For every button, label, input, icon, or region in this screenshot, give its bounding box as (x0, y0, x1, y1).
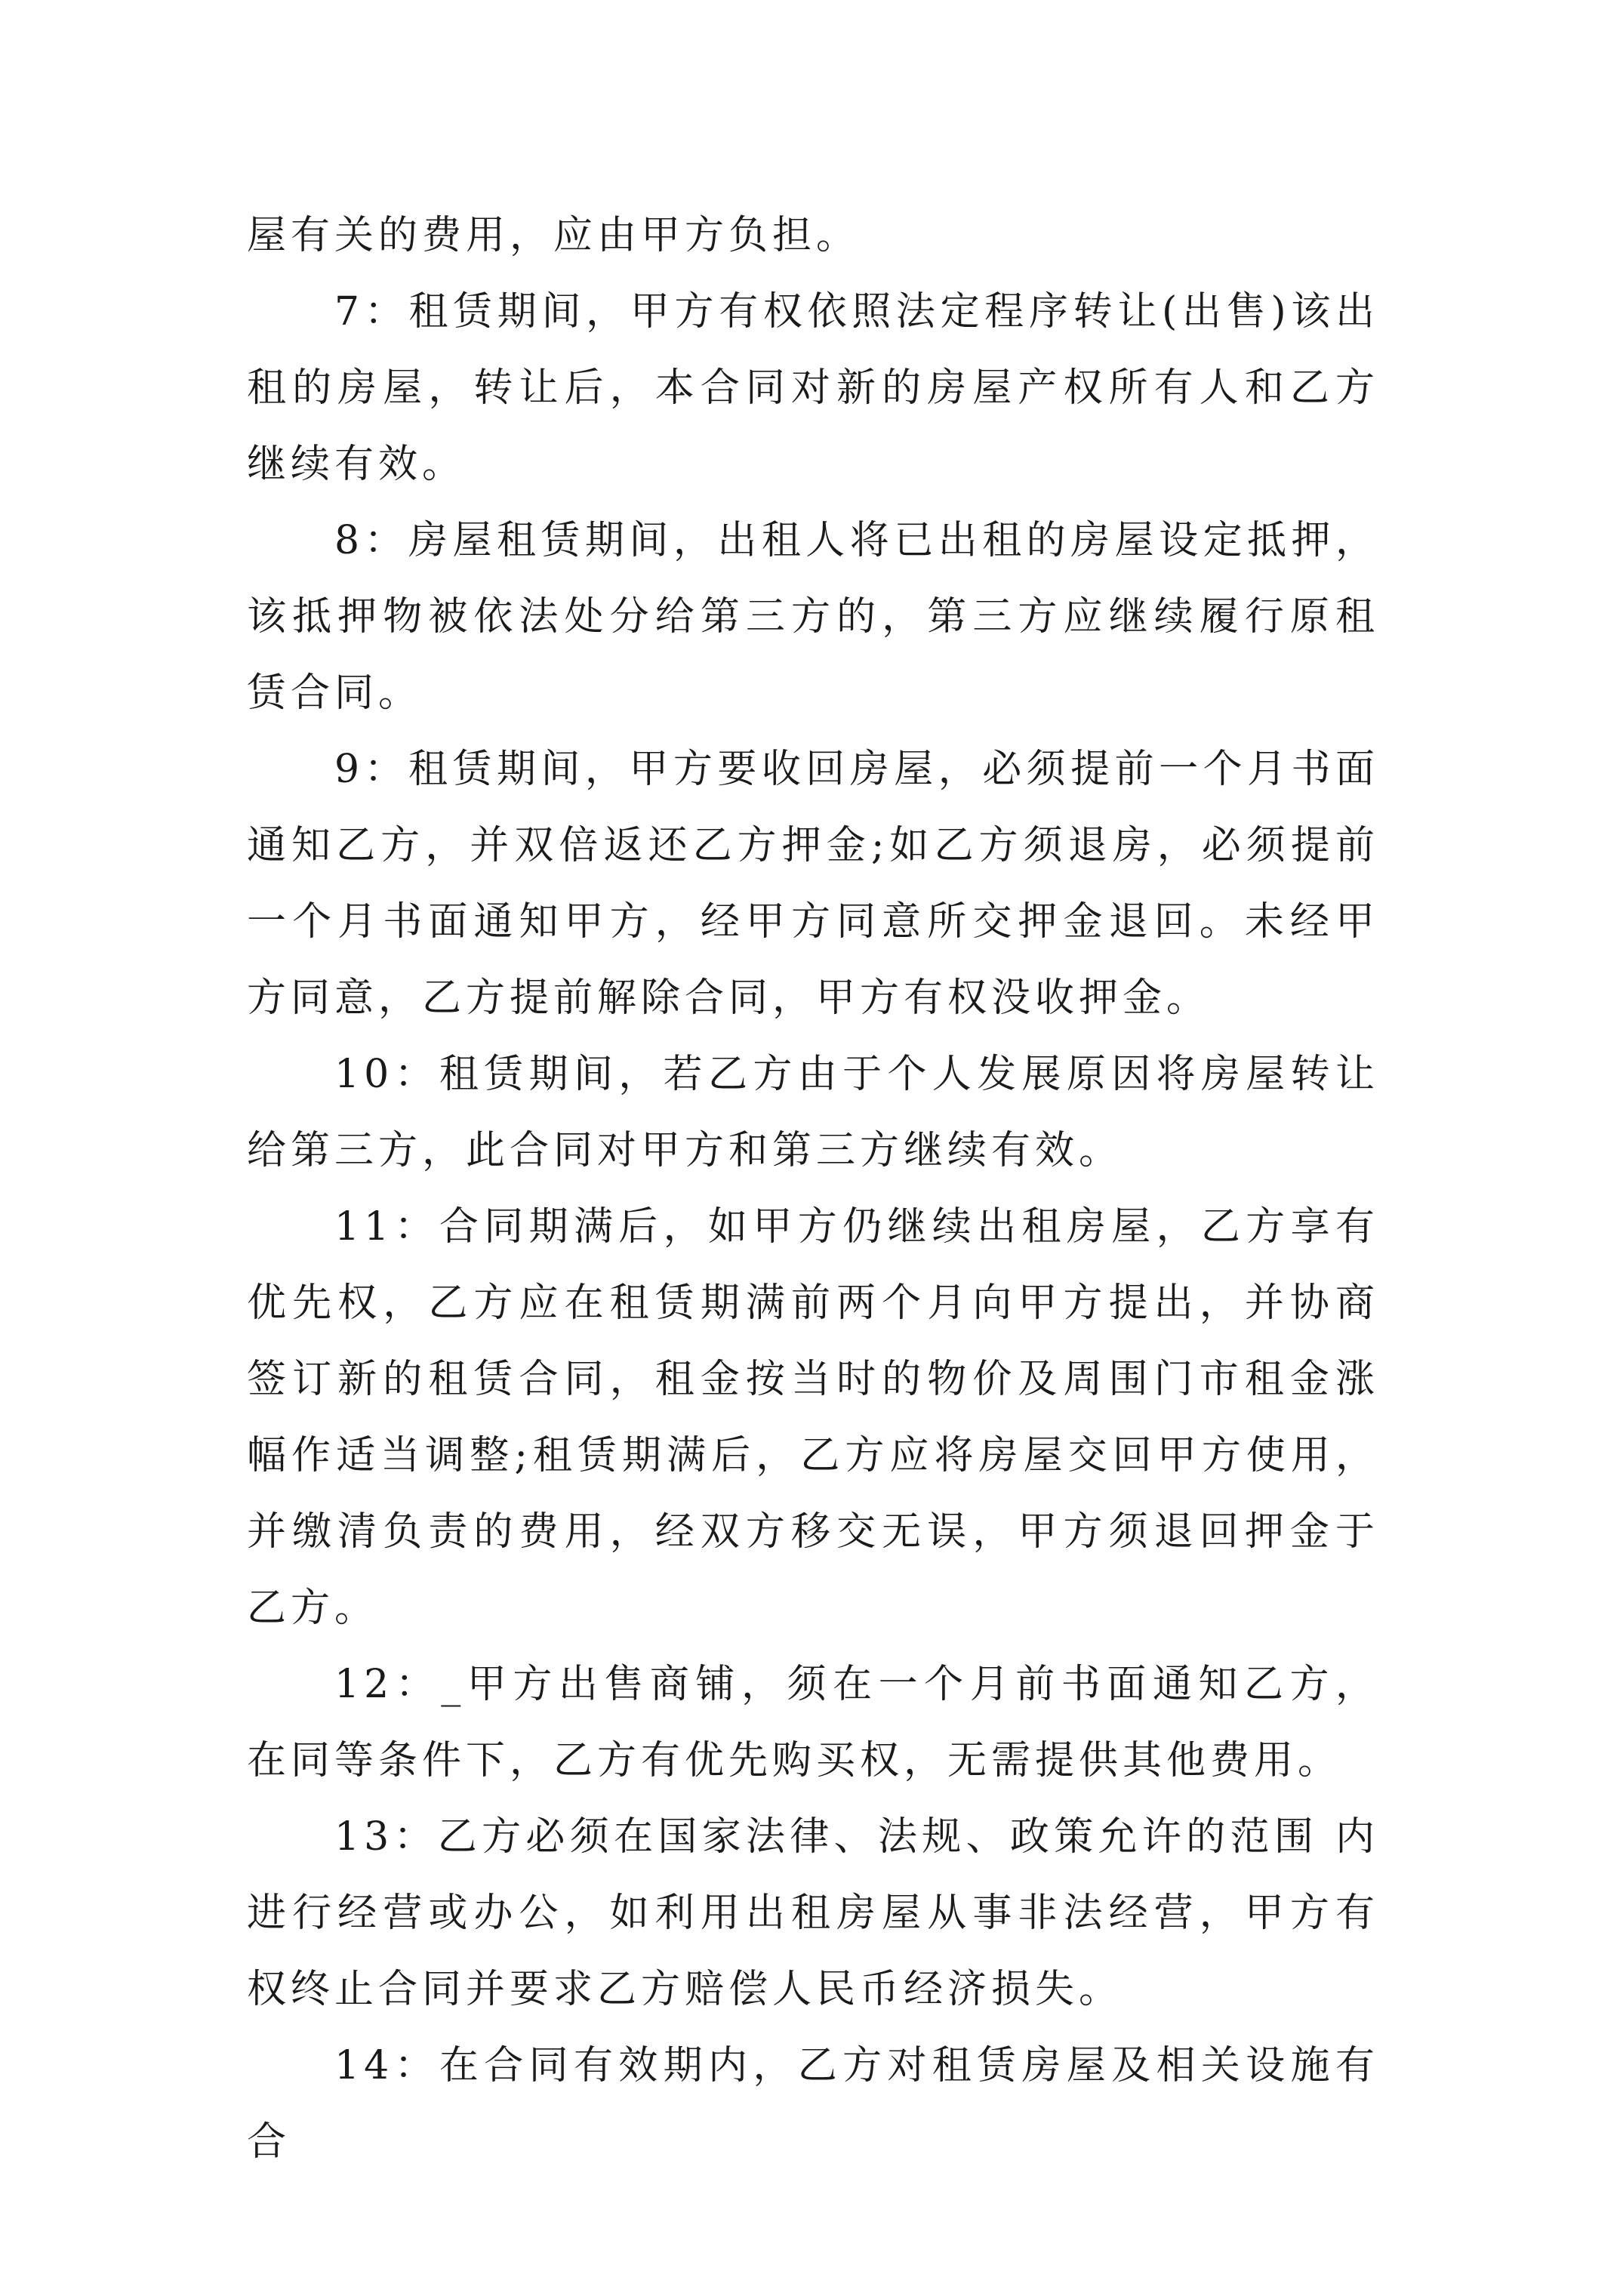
clause-9: 9：租赁期间，甲方要收回房屋，必须提前一个月书面通知乙方，并双倍返还乙方押金;如乙方须退房，必须提前一个月书面通知甲方，经甲方同意所交押金退回。未经甲方同意，乙方提前解除合同，甲方有权没收押金。 (247, 747, 1379, 1021)
clause-12: 12：_甲方出售商铺，须在一个月前书面通知乙方，在同等条件下，乙方有优先购买权，无需提供其他费用。 (247, 1662, 1379, 1783)
clause-7: 7：租赁期间，甲方有权依照法定程序转让(出售)该出租的房屋，转让后，本合同对新的房屋产权所有人和乙方继续有效。 (247, 289, 1379, 487)
clause-8: 8：房屋租赁期间，出租人将已出租的房屋设定抵押，该抵押物被依法处分给第三方的，第三方应继续履行原租赁合同。 (247, 518, 1379, 716)
clause-14: 14：在合同有效期内，乙方对租赁房屋及相关设施有合 (247, 2043, 1379, 2165)
clause-10: 10：租赁期间，若乙方由于个人发展原因将房屋转让给第三方，此合同对甲方和第三方继续有效。 (247, 1052, 1379, 1173)
paragraph-continuation: 屋有关的费用，应由甲方负担。 (247, 213, 861, 258)
clause-13: 13：乙方必须在国家法律、法规、政策允许的范围 内进行经营或办公，如利用出租房屋从事非法经营，甲方有权终止合同并要求乙方赔偿人民币经济损失。 (247, 1814, 1379, 2012)
document-body (247, 198, 1379, 2180)
clause-11: 11：合同期满后，如甲方仍继续出租房屋，乙方享有优先权，乙方应在租赁期满前两个月向甲方提出，并协商签订新的租赁合同，租金按当时的物价及周围门市租金涨幅作适当调整;租赁期满后，乙方应将房屋交回甲方使用，并缴清负责的费用，经双方移交无误，甲方须退回押金于乙方。 (247, 1204, 1379, 1631)
